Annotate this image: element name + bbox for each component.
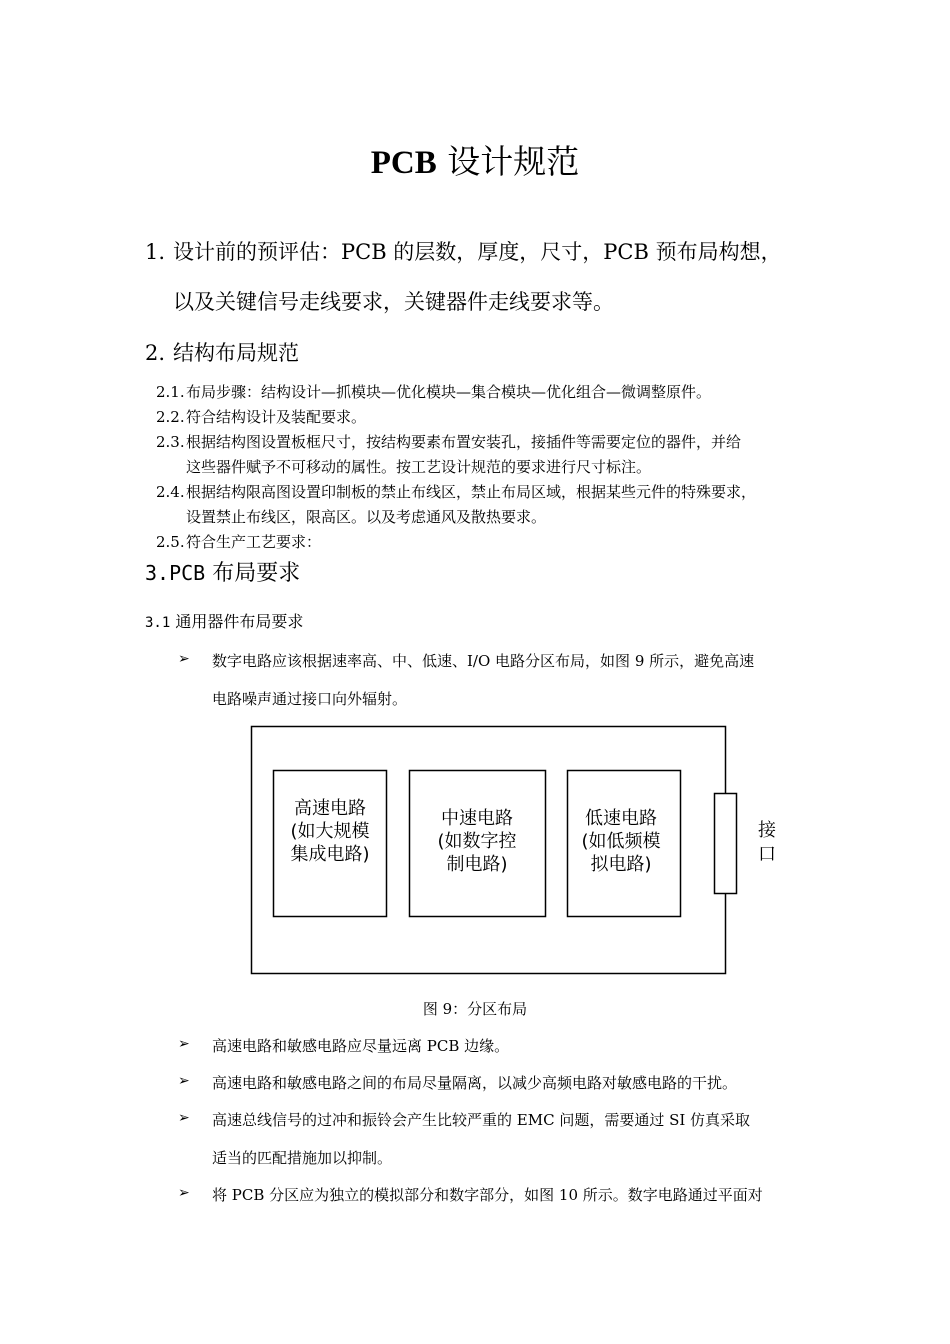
bullet-arrow-icon: ➢: [178, 1073, 190, 1089]
bullet-text: 高速电路和敏感电路应尽量远离 PCB 边缘。: [212, 1037, 510, 1055]
page-title: [0, 136, 950, 183]
section1-line2: 以及关键信号走线要求，关键器件走线要求等。: [173, 290, 614, 314]
section2-number: 2.: [145, 341, 166, 365]
list-item: 2.3.根据结构图设置板框尺寸，按结构要素布置安装孔，接插件等需要定位的器件，并给: [156, 433, 742, 451]
list-item: 2.2.符合结构设计及装配要求。: [156, 408, 367, 426]
block-label: 高速电路: [294, 798, 366, 819]
block-label: (如大规模: [290, 821, 370, 842]
section1-text: 设计前的预评估：PCB 的层数，厚度，尺寸，PCB 预布局构想，: [173, 240, 782, 264]
bullet-text: 数字电路应该根据速率高、中、低速、I/O 电路分区布局，如图 9 所示，避免高速: [212, 652, 755, 670]
bullet-text-continuation: 适当的匹配措施加以抑制。: [212, 1149, 393, 1167]
bullet-arrow-icon: ➢: [178, 651, 190, 667]
partition-figure: [240, 720, 800, 982]
block-label: 拟电路): [590, 854, 652, 875]
section1-line1: [145, 236, 782, 266]
figure-caption: 图 9：分区布局: [422, 1000, 528, 1018]
bullet-arrow-icon: ➢: [178, 1036, 190, 1052]
bullet-text-continuation: 电路噪声通过接口向外辐射。: [212, 690, 408, 708]
block-label: 制电路): [446, 854, 508, 875]
list-item: 2.4.根据结构限高图设置印制板的禁止布线区，禁止布局区域，根据某些元件的特殊要求，: [156, 483, 757, 501]
section2-heading: [145, 337, 299, 367]
interface-connector: [715, 794, 737, 894]
block-label: 中速电路: [441, 808, 513, 829]
block-label: (如数字控: [437, 831, 517, 852]
bullet-arrow-icon: ➢: [178, 1185, 190, 1201]
interface-label: 口: [758, 844, 776, 865]
section3-heading-text: 布局要求: [205, 561, 301, 586]
subsection-heading-text: 通用器件布局要求: [170, 612, 304, 631]
title-latin: PCB: [370, 145, 437, 181]
title-rest: 设计规范: [436, 142, 580, 181]
bullet-text: 高速总线信号的过冲和振铃会产生比较严重的 EMC 问题，需要通过 SI 仿真采取: [212, 1111, 751, 1129]
list-item: 2.1.布局步骤：结构设计—抓模块—优化模块—集合模块—优化组合—微调整原件。: [156, 383, 712, 401]
subsection-number: 3.1: [145, 615, 171, 631]
bullet-text: 高速电路和敏感电路之间的布局尽量隔离，以减少高频电路对敏感电路的干扰。: [212, 1074, 738, 1092]
block-label: (如低频模: [581, 831, 661, 852]
subsection-heading: [145, 609, 303, 632]
section1-number: 1.: [145, 240, 166, 264]
block-label: 低速电路: [585, 808, 657, 829]
section3-number: 3.PCB: [145, 561, 206, 585]
bullet-text: 将 PCB 分区应为独立的模拟部分和数字部分，如图 10 所示。数字电路通过平面对: [212, 1186, 763, 1204]
bullet-arrow-icon: ➢: [178, 1110, 190, 1126]
list-item: 2.5.符合生产工艺要求：: [156, 533, 322, 551]
section2-heading-text: 结构布局规范: [173, 341, 299, 365]
list-item-continuation: 这些器件赋予不可移动的属性。按工艺设计规范的要求进行尺寸标注。: [186, 458, 652, 476]
section3-heading: [145, 556, 300, 587]
block-label: 集成电路): [290, 844, 370, 865]
list-item-continuation: 设置禁止布线区，限高区。以及考虑通风及散热要求。: [186, 508, 547, 526]
interface-label: 接: [758, 820, 776, 841]
